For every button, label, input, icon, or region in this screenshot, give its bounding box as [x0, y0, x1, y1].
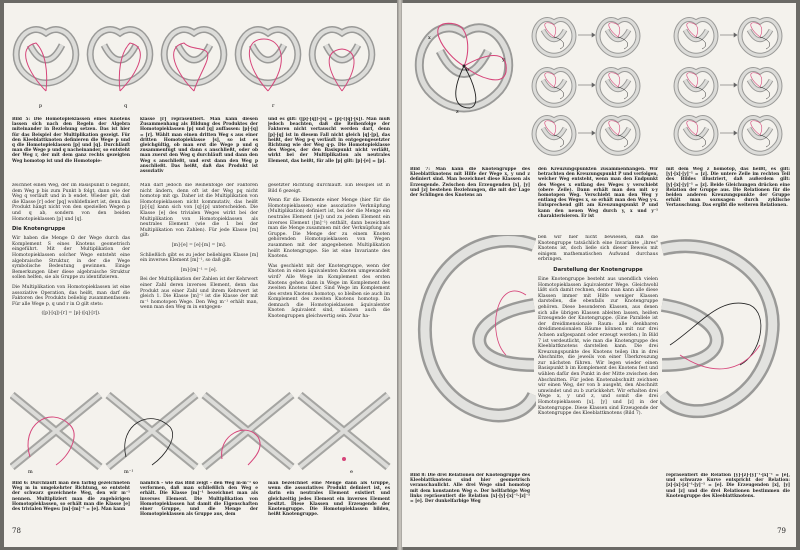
paragraph: Was geschieht mit der Knotengruppe, wenn der Knoten in einen äquivalenten Knoten umgewandelt wird? Alle Wege im Komplement des ersten Knotens gehen dann in Wege im Komplement des zweiten Knotens über. Sind Wege im Komplement des ersten Knotens homotop, so bleiben sie auch im Komplement des zweiten Knotens homotop. Da demnach die Homotopieklassen äquivalenter Knoten äquivalent sind, müssen auch die Knotengruppen gleichwertig sein. Zwar ha- — [268, 263, 390, 320]
figure-5-caption-col3: und es gilt: ([p]·[q])·[s] = [p]·([q]·[s]). Man muß jedoch beachten, daß die Reihenfolge der Faktoren nicht vertauscht werden darf, denn [p]·[q] ist in diesem Fall nicht gleich [q]·[p], das heißt, der Weg p·q verläuft in entgegengesetzter Richtung wie der Weg q·p. Die Homotopieklasse des Weges, der den Basispunkt nicht verläßt, wirkt bei der Multiplikation als neutrales Element, das heißt, für alle [p] gilt: [p]·[e] = [p]. — [268, 117, 390, 164]
figure-6-path-inverse — [10, 385, 392, 477]
fig7-label-y: y — [502, 57, 505, 63]
formula: [m]·[e] = [e]·[m] = [m]. — [171, 242, 227, 248]
formula: [m]·[m]⁻¹ = [e]. — [180, 267, 218, 273]
section-heading-knotengruppe: Die Knotengruppe — [12, 226, 66, 233]
figure-6-caption: Bild 6: Durchläuft man den farbig gezeichneten Weg m in umgekehrter Richtung, so entsteht der schwarz gezeichnete Weg, den wir m⁻¹ nennen. Multipliziert man die zugehörigen Homotopieklassen, so erhält man die Klasse [e] des trivialen Weges: [m]·[m]⁻¹ = [e]. Man kann — [12, 481, 130, 513]
formula: ([p]·[q])·[r] = [p]·([q]·[r]). — [41, 311, 101, 317]
figure-5-caption: Bild 5: Die Homotopieklassen eines Knotens lassen sich nach den Regeln der Algebra miteinander in Beziehung setzen. Das ist hier für das Beispiel der Multiplikation gezeigt. Für den Kleeblattknoten definieren die Wege p und q die Homotopieklassen [p] und [q]. Durchläuft man die Wege p und q nacheinander, so entsteht der Weg r, der mit dem ganz rechts gezeigten Weg homotop ist und die Homotopie- — [12, 117, 130, 164]
left-page — [4, 3, 398, 547]
page-number-left: 78 — [12, 527, 21, 535]
fig6-label-e: e — [350, 469, 353, 475]
figure-7-caption-col3: mit dem Weg z homotop, das heißt, es gilt: [y]·[x]·[y]⁻¹ = [z]. Die untere Zeile im rechten Teil des Bildes illustriert, daß außerdem gilt: [y]·[x]·[y]⁻¹ = [z]. Beide Gleichungen drücken eine Relation der Gruppe aus. Die Relationen für die beiden anderen Kreuzungspunkte der Gruppe erhält man sozusagen durch zyklische Vertauschung. Das ergibt die weiteren Relationen. — [666, 167, 790, 209]
paragraph: zeichnet einen Weg, der im Basispunkt b beginnt, dem Weg p bis zum Punkt b folgt, dann wie der Weg q verläuft und in b endet. Wieder gilt, daß die Klasse [r] oder [pq] wohldefiniert ist, denn das Produkt hängt nicht von den speziellen Wegen p und q ab, sondern von den beiden Homotopieklassen [p] und [q]. — [12, 183, 130, 222]
fig7-label-x: x — [428, 35, 431, 41]
right-page — [402, 3, 796, 547]
figure-6-svg — [10, 385, 392, 477]
fig6-label-m: m — [28, 469, 33, 475]
paragraph: Schließlich gibt es zu jeder beliebigen Klasse [m] ein inverses Element [m]⁻¹, so daß gilt: — [140, 252, 258, 264]
fig7-label-b: b — [466, 67, 470, 73]
paragraph: Wenn für die Elemente einer Menge (hier für die Homotopieklassen) eine assoziative Verknüpfung (Multiplikation) definiert ist, bei der die Menge ein neutrales Element ([e]) und zu jedem Element ein inverses Element ([m]⁻¹) enthält, dann bezeichnet man die Menge zusammen mit der Verknüpfung als Gruppe. Die Menge der zu einem Knoten gehörenden Homotopieklassen von Wegen zusammen mit der angegebenen Multiplikation heißt Knotengruppe. Sie ist eine Invariante des Knotens. — [268, 198, 390, 260]
paragraph: Die Multiplikation von Homotopieklassen ist eine assoziative Operation, das heißt, man darf die Faktoren des Produkts beliebig zusammenfassen: Für alle Wege p, q und r in Ω gilt stets: — [12, 284, 130, 307]
section-heading-darstellung: Darstellung der Knotengruppe — [553, 266, 643, 273]
figure-5-svg — [10, 9, 392, 113]
figure-7-caption-col2: den Kreuzungspunkten zusammenhängen. Wir betrachten den Kreuzungspunkt P und verfolgen, welcher Weg entsteht, wenn man den Endpunkt des Weges x entlang des Weges y verschiebt (obere Zeile). Dann erhält man den mit x·y homotopen Weg. Verschiebt man den Weg y entlang des Weges x, so erhält man den Weg y·x. Entsprechend gilt am Kreuzungspunkt P und kann den neuen Weg durch y, x und y⁻¹ charakterisieren. Er ist — [538, 167, 658, 219]
fig5-label-q: q — [124, 103, 128, 109]
left-text-column-1 — [12, 183, 130, 383]
figure-8-left-svg — [406, 235, 536, 445]
figure-7-caption: Bild 7: Man kann die Knotengruppe des Kleeblattknotens mit Hilfe der Wege x, y und z definiert sind. Man bezeichnet diese Klassen als Erzeugende. Zwischen den Erzeugenden [x], [y] und [z] bestehen Beziehungen, die mit der Lage der Schlingen des Knotens an — [410, 167, 530, 199]
left-text-column-3 — [268, 183, 390, 383]
paragraph: Wir haben die Menge Ω der Wege durch das Komplement S eines Knotens geometrisch eingeführt. Mit der Multiplikation der Homotopieklassen solcher Wege entsteht eine algebraische Struktur, in der die Wege symbolische Bedeutung gewinnen. Einige Bemerkungen über diese algebraische Struktur sollen helfen, sie als Gruppe zu identifizieren. — [12, 236, 130, 281]
fig5-label-r: r — [272, 103, 275, 109]
fig7-label-z: z — [456, 109, 459, 115]
figure-6-caption-col3: man bezeichnet eine Menge dann als Gruppe, wenn die assoziatives Produkt definiert ist, es darin ein neutrales Element existiert und gleichzeitig jedes Element ein inverses Element besitzt. Diese Klassen und Erzeugende der Knotengruppe. Die Homotopieklassen bilden, heißt Knotengruppe. — [268, 481, 390, 518]
page-number-right: 79 — [777, 527, 786, 535]
figure-8-trefoil-left — [406, 235, 536, 445]
paragraph: Man darf jedoch die Reihenfolge der Faktoren nicht ändern, denn oft ist der Weg pq nicht homotop mit qp. Daher ist die Multiplikation von Homotopieklassen nicht kommutativ, das heißt [p]·[q] kann sich von [q]·[p] unterscheiden. Die Klasse [e] des trivialen Weges wirkt bei der Multiplikation von Homotopieklassen als neutrales Element (wie die 1 bei der Multiplikation von Zahlen). Für jede Klasse [m] gilt: — [140, 183, 258, 239]
paragraph: Bei der Multiplikation der Zahlen ist der Kehrwert einer Zahl deren inverses Element, denn das Produkt aus einer Zahl und ihrem Kehrwert ist gleich 1. Die Klasse [m]⁻¹ ist die Klasse der mit m⁻¹ homotopen Wege. Den Weg m⁻¹ erhält man, wenn man den Weg m in entgegen- — [140, 277, 258, 311]
paragraph: Eine Knotengruppe besteht aus unendlich vielen Homotopieklassen äquivalenter Wege. Gleichwohl läßt sich damit rechnen, denn man kann alle diese Klassen immer mit Hilfe weniger Klassen darstellen, die ebenfalls zur Knotengruppe gehören. Diese besonderen Klassen, aus denen sich alle übrigen Klassen ableiten lassen, heißen Erzeugende der Knotengruppe. (Eine Parallele ist der dreidimensionale Raum: alle denkbaren dreidimensionalen Räume können mit nur drei Achsen aufgespannt oder erzeugt werden.) In Bild 7 ist verdeutlicht, wie man die Knotengruppe des Kleeblattknotens darstellen kann. Die drei Kreuzungspunkte des Knotens teilen ihn in drei Abschnitte, die jeweils von einer Überkreuzung zur nächsten führen. Wir legen wieder einen Basispunkt b im Komplement des Knotens fest und wählen dafür den Punkt in der Mitte zwischen den Abschnitten. Für jeden Knotenabschnitt zeichnen wir einen Weg, der von b ausgeht, den Abschnitt umwindet und zu b zurückkehrt. Wir erhalten drei Wege x, y und z, und somit die drei Homotopieklassen [x], [y] und [z] in der Knotengruppe. Diese Klassen sind Erzeugende der Knotengruppe des Kleeblattknotens (Bild 7). — [538, 276, 658, 417]
figure-8-trefoil-right — [660, 235, 790, 439]
left-text-column-2 — [140, 183, 258, 383]
figure-7-grid-svg — [526, 9, 790, 159]
paragraph: gesetzter Richtung durchläuft. Ein Beispiel ist in Bild 6 gezeigt. — [268, 183, 390, 194]
fig6-label-m-inv: m⁻¹ — [124, 469, 134, 475]
figure-8-caption: Bild 8: Die drei Relationen der Knotengruppe des Kleeblattknotens sind hier geometrisch veranschaulicht. Alle drei Wege sind homotop mit dem konstanten Weg e. Der hellfarbige Weg links repräsentiert die Relation [x]·[y]·[x]⁻¹·[z]⁻¹ = [e]. Der dunkelfarbige Weg — [410, 473, 530, 505]
figure-5-knot-sequence — [10, 9, 392, 113]
figure-7-svg — [408, 9, 520, 117]
paragraph: ben wir hier nicht bewiesen, daß die Knotengruppe tatsächlich eine Invariante „ihres" Knotens ist, doch ließe sich dieser Beweis mit einigem mathematischen Aufwand durchaus erbringen. — [538, 235, 658, 263]
figure-8-caption-col2: repräsentiert die Relation [y]·[z]·[y]⁻¹·[x]⁻¹ = [e], und schwarze Kurve entspricht der Relation: [z]·[x]·[z]⁻¹·[y]⁻¹ = [e]. Die Erzeugenden [x], [y] und [z] und die drei Relationen bestimmen die Knotengruppe des Kleeblattknotens. — [666, 473, 790, 499]
figure-8-right-svg — [660, 235, 790, 439]
figure-7-relations-grid — [526, 9, 790, 159]
figure-7-trefoil-generators — [408, 9, 520, 117]
figure-5-caption-col2: klasse [r] repräsentiert. Man kann diesen Zusammenhang als Bildung des Produktes der Homotopieklassen [p] und [q] auffassen: [p]·[q] = [r]. Wählt man einen dritten Weg s aus einer dritten Homotopieklasse [s], so ist es gleichgültig, ob man erst die Wege p und q zusammenfügt und dann s anschließt, oder ob man zuerst den Weg q durchläuft und dann den Weg s anschließt, und erst dann den Weg p anschließt. Das heißt, daß das Produkt ist assoziativ — [140, 117, 258, 175]
fig5-label-p: p — [39, 103, 43, 109]
figure-6-caption-col2: nämlich – wie das Bild zeigt – den Weg m·m⁻¹ so verformen, daß man schließlich den Weg e erhält. Die Klasse [m]⁻¹ bezeichnet man als inverses Element. Die Multiplikation von Homotopieklassen hat damit die Eigenschaften einer Gruppe, und die Menge der Homotopieklassen als Gruppe aus, dem — [140, 481, 258, 518]
right-text-column — [538, 235, 658, 531]
